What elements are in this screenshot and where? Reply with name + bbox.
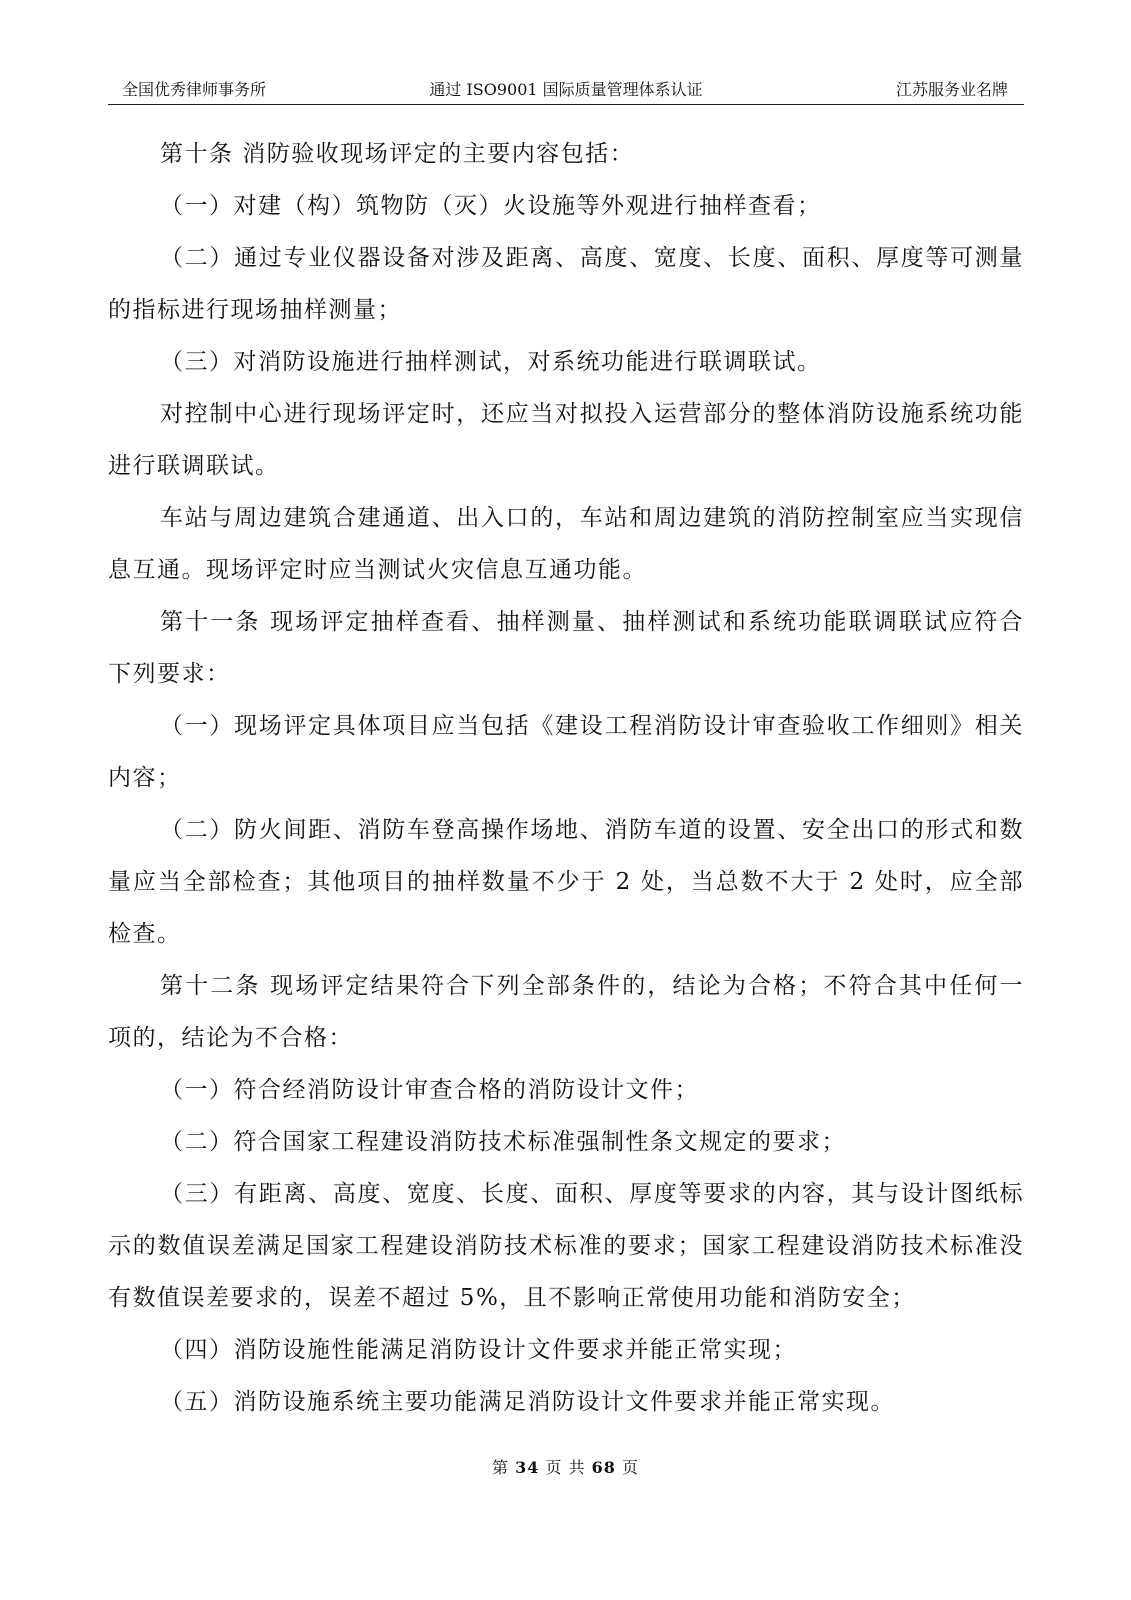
article-10-station-interconnect: 车站与周边建筑合建通道、出入口的，车站和周边建筑的消防控制室应当实现信息互通。现场评定时应当测试火灾信息互通功能。: [108, 505, 1024, 583]
article-10-item-3: （三）对消防设施进行抽样测试，对系统功能进行联调联试。: [160, 349, 822, 375]
article-12-heading: 第十二条 现场评定结果符合下列全部条件的，结论为合格；不符合其中任何一项的，结论为不合格：: [108, 973, 1024, 1051]
article-12-item-5: （五）消防设施系统主要功能满足消防设计文件要求并能正常实现。: [160, 1389, 895, 1415]
article-10-item-1: （一）对建（构）筑物防（灭）火设施等外观进行抽样查看；: [160, 193, 822, 219]
article-11-item-2: （二）防火间距、消防车登高操作场地、消防车道的设置、安全出口的形式和数量应当全部检查；其他项目的抽样数量不少于 2 处，当总数不大于 2 处时，应全部检查。: [108, 817, 1024, 947]
article-10-item-2: （二）通过专业仪器设备对涉及距离、高度、宽度、长度、面积、厚度等可测量的指标进行现场抽样测量；: [108, 245, 1024, 323]
footer-suffix: 页: [622, 1458, 640, 1477]
header-firm-title: 全国优秀律师事务所: [122, 80, 267, 99]
current-page-number: 34: [515, 1458, 540, 1477]
document-body: [108, 128, 1024, 1428]
page-header: [108, 76, 1024, 105]
header-certification: 通过 ISO9001 国际质量管理体系认证: [429, 80, 703, 99]
article-12-item-3: （三）有距离、高度、宽度、长度、面积、厚度等要求的内容，其与设计图纸标示的数值误差满足国家工程建设消防技术标准的要求；国家工程建设消防技术标准没有数值误差要求的，误差不超过 5%，且不影响正常使用功能和消防安全；: [108, 1181, 1024, 1311]
article-12-item-2: （二）符合国家工程建设消防技术标准强制性条文规定的要求；: [160, 1129, 846, 1155]
footer-middle: 页 共: [545, 1458, 586, 1477]
footer-prefix: 第: [491, 1458, 509, 1477]
header-brand: 江苏服务业名牌: [895, 80, 1008, 99]
total-page-number: 68: [591, 1458, 616, 1477]
article-12-item-1: （一）符合经消防设计审查合格的消防设计文件；: [160, 1077, 699, 1103]
article-10-control-center: 对控制中心进行现场评定时，还应当对拟投入运营部分的整体消防设施系统功能进行联调联试。: [108, 401, 1024, 479]
page-footer: [0, 1456, 1131, 1480]
article-12-item-4: （四）消防设施性能满足消防设计文件要求并能正常实现；: [160, 1337, 797, 1363]
article-11-item-1: （一）现场评定具体项目应当包括《建设工程消防设计审查验收工作细则》相关内容；: [108, 713, 1024, 791]
article-10-heading: 第十条 消防验收现场评定的主要内容包括：: [160, 141, 635, 167]
article-11-heading: 第十一条 现场评定抽样查看、抽样测量、抽样测试和系统功能联调联试应符合下列要求：: [108, 609, 1024, 687]
